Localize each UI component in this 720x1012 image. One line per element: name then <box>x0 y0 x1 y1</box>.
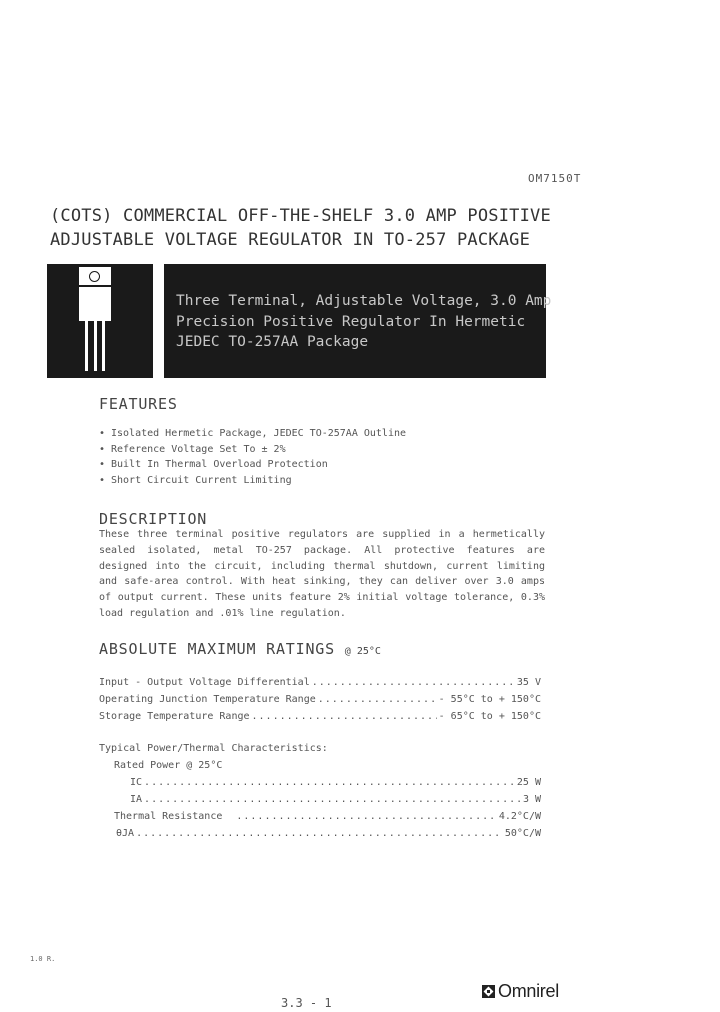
power-row <box>130 794 541 805</box>
ratings-heading-text: ABSOLUTE MAXIMUM RATINGS <box>99 640 335 658</box>
theta-label: θJA <box>116 828 135 839</box>
list-item <box>99 459 406 475</box>
rating-row <box>99 677 541 688</box>
revision-code: 1.0 R. <box>30 955 56 963</box>
rating-value: - 65°C to + 150°C <box>438 711 541 722</box>
dot-leader <box>144 794 521 805</box>
theta-row <box>116 828 541 839</box>
summary-banner <box>164 264 552 378</box>
bullet-icon: • <box>99 443 106 455</box>
rating-label: Input - Output Voltage Differential <box>99 677 310 688</box>
dot-leader <box>252 711 437 722</box>
list-item <box>99 444 406 460</box>
dot-leader <box>144 777 515 788</box>
bullet-icon: • <box>99 459 106 470</box>
rating-value: 35 V <box>516 677 541 688</box>
tab-divider <box>79 285 111 287</box>
ratings-heading <box>99 640 381 658</box>
rated-power-label: Rated Power @ 25°C <box>114 760 223 771</box>
rating-row <box>99 694 541 705</box>
rating-row <box>99 711 541 722</box>
bullet-icon: • <box>99 428 106 439</box>
mounting-hole-icon <box>89 271 100 282</box>
page-number: 3.3 - 1 <box>281 996 332 1010</box>
lead-pin-icon <box>102 321 105 371</box>
rating-value: - 55°C to + 150°C <box>438 694 541 705</box>
omnirel-logo-text: Omnirel <box>498 981 559 1001</box>
omnirel-logo-icon <box>482 985 495 998</box>
lead-pin-icon <box>85 321 88 371</box>
rating-label: Storage Temperature Range <box>99 711 250 722</box>
theta-value: 50°C/W <box>504 828 541 839</box>
lead-pin-icon <box>94 321 97 371</box>
feature-text: Short Circuit Current Limiting <box>111 474 292 486</box>
features-heading: FEATURES <box>99 395 178 413</box>
bullet-icon: • <box>99 474 106 486</box>
power-row <box>130 777 541 788</box>
feature-text: Built In Thermal Overload Protection <box>111 459 328 470</box>
part-number: OM7150T <box>528 172 582 185</box>
power-label: IC <box>130 777 143 788</box>
thermal-heading: Typical Power/Thermal Characteristics: <box>99 743 328 754</box>
power-value: 3 W <box>522 794 541 805</box>
summary-banner-text: Three Terminal, Adjustable Voltage, 3.0 Amp Precision Positive Regulator In Hermetic JEDEC TO-257AA Package <box>176 293 552 350</box>
ratings-condition: @ 25°C <box>344 646 381 657</box>
description-body: These three terminal positive regulators are supplied in a hermetically sealed isolated, metal TO-257 package. All protective features are designed into the circuit, including thermal shutdown, current limiting and safe-area control. With heat sinking, they can deliver over 3.0 amps of output current. These units feature 2% initial voltage tolerance, 0.3% load regulation and .01% line regulation. <box>99 529 545 619</box>
dot-leader <box>312 677 515 688</box>
power-label: IA <box>130 794 143 805</box>
list-item <box>99 475 406 491</box>
list-item <box>99 428 406 444</box>
dot-leader <box>136 828 503 839</box>
omnirel-logo <box>482 981 559 1002</box>
feature-text: Reference Voltage Set To ± 2% <box>111 443 286 455</box>
dot-leader <box>236 811 496 822</box>
package-illustration <box>47 264 153 378</box>
document-title-line-1: (COTS) COMMERCIAL OFF-THE-SHELF 3.0 AMP POSITIVE <box>50 206 551 226</box>
power-value: 25 W <box>516 777 541 788</box>
resistance-row <box>114 811 541 822</box>
document-title-line-2: ADJUSTABLE VOLTAGE REGULATOR IN TO-257 PACKAGE <box>50 230 531 250</box>
feature-text: Isolated Hermetic Package, JEDEC TO-257AA Outline <box>111 428 407 439</box>
dot-leader <box>318 694 437 705</box>
rating-label: Operating Junction Temperature Range <box>99 694 316 705</box>
features-list <box>99 428 406 490</box>
description-heading: DESCRIPTION <box>99 510 208 528</box>
resistance-value: 4.2°C/W <box>498 811 541 822</box>
package-body-icon <box>79 267 111 321</box>
resistance-label: Thermal Resistance <box>114 811 223 822</box>
